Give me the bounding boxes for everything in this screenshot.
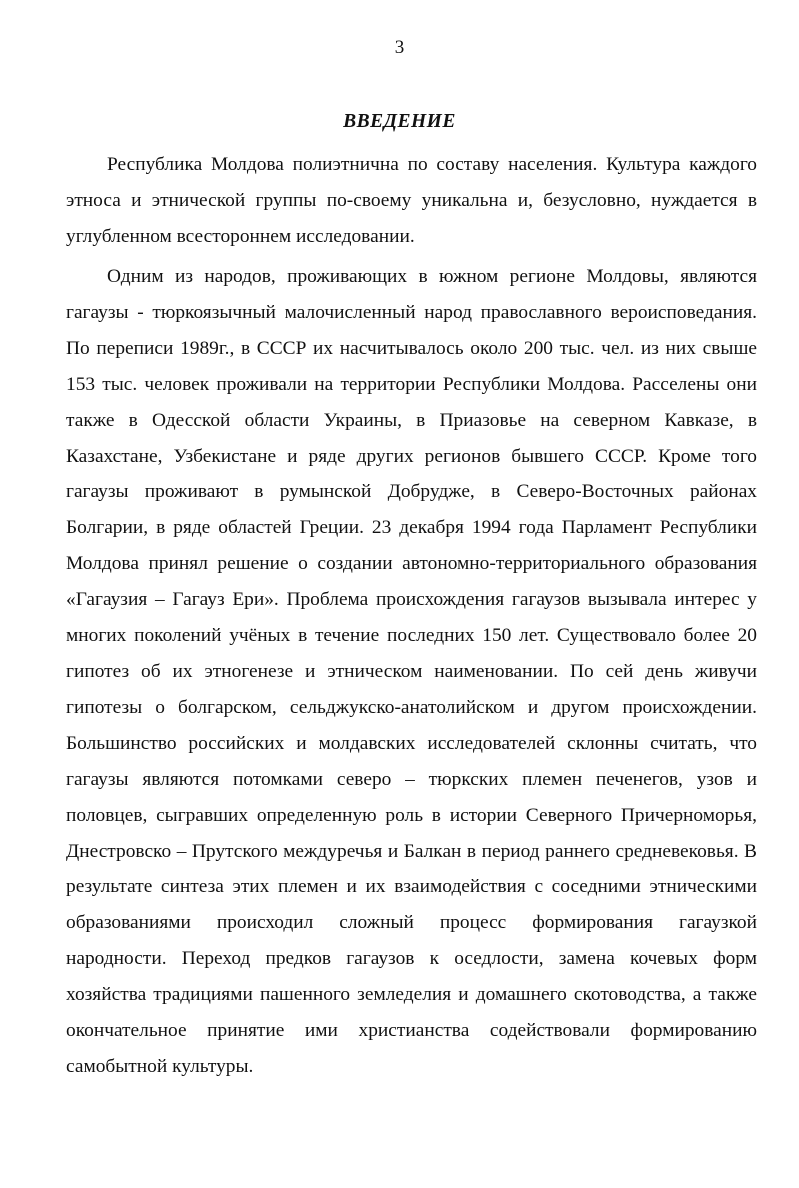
- paragraph-intro: Республика Молдова полиэтнична по составу населения. Культура каждого этноса и этнической группы по-своему уникальна и, безусловно, нуждается в углубленном всестороннем исследовании.: [66, 154, 757, 247]
- page-number: 3: [394, 37, 405, 58]
- section-heading: ВВЕДЕНИЕ: [343, 111, 456, 132]
- paragraph-gagauz: Одним из народов, проживающих в южном регионе Молдовы, являются гагаузы - тюркоязычный малочисленный народ православного вероисповедания. По переписи 1989г., в СССР их насчитывалось около 200 тыс. чел. из них свыше 153 тыс. человек проживали на территории Республики Молдова. Расселены они также в Одесской области Украины, в Приазовье на северном Кавказе, в Казахстане, Узбекистане и ряде других регионов бывшего СССР. Кроме того гагаузы проживают в румынской Добрудже, в Северо-Восточных районах Болгарии, в ряде областей Греции. 23 декабря 1994 года Парламент Республики Молдова принял решение о создании автономно-территориального образования «Гагаузия – Гагауз Ери». Проблема происхождения гагаузов вызывала интерес у многих поколений учёных в течение последних 150 лет. Существовало более 20 гипотез об их этногенезе и этническом наименовании. По сей день живучи гипотезы о болгарском, сельджукско-анатолийском и другом происхождении. Большинство российских и молдавских исследователей склонны считать, что гагаузы являются потомками северо – тюркских племен печенегов, узов и половцев, сыгравших определенную роль в истории Северного Причерноморья, Днестровско – Прутского междуречья и Балкан в период раннего средневековья. В результате синтеза этих племен и их взаимодействия с соседними этническими образованиями происходил сложный процесс формирования гагаузкой народности. Переход предков гагаузов к оседлости, замена кочевых форм хозяйства традициями пашенного земледелия и домашнего скотоводства, а также окончательное принятие ими христианства содействовали формированию самобытной культуры.: [66, 266, 757, 1077]
